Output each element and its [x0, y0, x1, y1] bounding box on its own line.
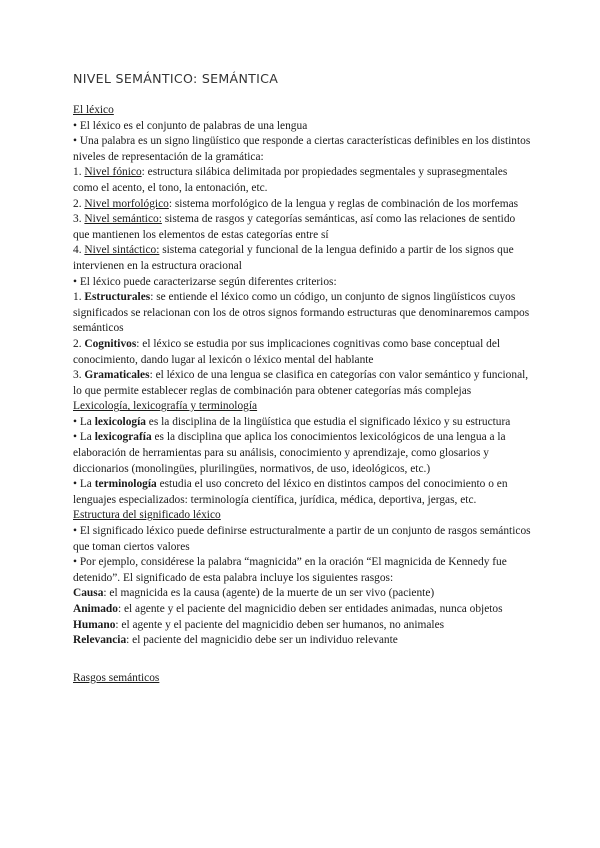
list-item-gramaticales: 3. Gramaticales: el léxico de una lengua se clasifica en categorías con valor semántico y funcional, lo que permite establecer reglas de combinación para obtener categorías más complejas — [73, 369, 529, 397]
list-item-nivel-sintactico: 4. Nivel sintáctico: sistema categorial y funcional de la lengua definido a partir de los signos que intervienen en la estructura oracional — [73, 244, 514, 272]
paragraph: • El significado léxico puede definirse estructuralmente a partir de un conjunto de rasgos semánticos que toman ciertos valores — [73, 525, 531, 553]
feature-causa: Causa: el magnicida es la causa (agente) de la muerte de un ser vivo (paciente) — [73, 587, 435, 600]
paragraph: • Por ejemplo, considérese la palabra “magnicida” en la oración “El magnicida de Kennedy fue detenido”. El significado de esta palabra incluye los siguientes rasgos: — [73, 556, 507, 584]
section-heading-lexico: El léxico — [73, 104, 114, 116]
section-heading-rasgos: Rasgos semánticos — [73, 671, 160, 684]
document-body — [73, 103, 533, 686]
feature-relevancia: Relevancia: el paciente del magnicidio debe ser un individuo relevante — [73, 634, 398, 647]
list-item-nivel-fonico: 1. Nivel fónico: estructura silábica delimitada por propiedades segmentales y suprasegmentales como el acento, el tono, la entonación, etc. — [73, 166, 508, 194]
list-item-nivel-morfologico: 2. Nivel morfológico: sistema morfológico de la lengua y reglas de combinación de los morfemas — [73, 197, 519, 210]
feature-humano: Humano: el agente y el paciente del magnicidio deben ser humanos, no animales — [73, 618, 445, 631]
paragraph-terminologia: • La terminología estudia el uso concreto del léxico en distintos campos del conocimiento o en lenguajes especializados: terminología científica, jurídica, médica, deportiva, jergas, etc. — [73, 478, 508, 506]
paragraph-lexicologia: • La lexicología es la disciplina de la lingüística que estudia el significado léxico y su estructura — [73, 415, 511, 428]
page-title: NIVEL SEMÁNTICO: SEMÁNTICA — [73, 71, 279, 86]
section-heading-estructura: Estructura del significado léxico — [73, 509, 221, 522]
list-item-cognitivos: 2. Cognitivos: el léxico se estudia por sus implicaciones cognitivas como base conceptual del conocimiento, dando lugar al lexicón o léxico mental del hablante — [73, 337, 501, 366]
paragraph-lexicografia: • La lexicografía es la disciplina que aplica los conocimientos lexicológicos de una lengua a la elaboración de herramientas para su análisis, conocimiento y aprendizaje, como glosarios y diccionarios (monolingües, plurilingües, normativos, de uso, ideológicos, etc.) — [73, 431, 506, 475]
list-item-estructurales: 1. Estructurales: se entiende el léxico como un código, un conjunto de signos lingüísticos cuyos significados se relacionan con los de otros signos formando estructuras que denominaremos campos semánticos — [73, 291, 530, 335]
list-item-nivel-semantico: 3. Nivel semántico: sistema de rasgos y categorías semánticas, así como las relaciones de sentido que mantienen los elementos de estas categorías entre sí — [73, 213, 516, 241]
feature-animado: Animado: el agente y el paciente del magnicidio deben ser entidades animadas, nunca objetos — [73, 603, 503, 615]
paragraph: • Una palabra es un signo lingüístico que responde a ciertas características definibles en los distintos niveles de representación de la gramática: — [73, 135, 531, 163]
paragraph: • El léxico puede caracterizarse según diferentes criterios: — [73, 275, 337, 288]
spacer — [73, 649, 533, 671]
section-heading-lexicologia: Lexicología, lexicografía y terminología — [73, 400, 258, 413]
paragraph: • El léxico es el conjunto de palabras de una lengua — [73, 119, 308, 132]
